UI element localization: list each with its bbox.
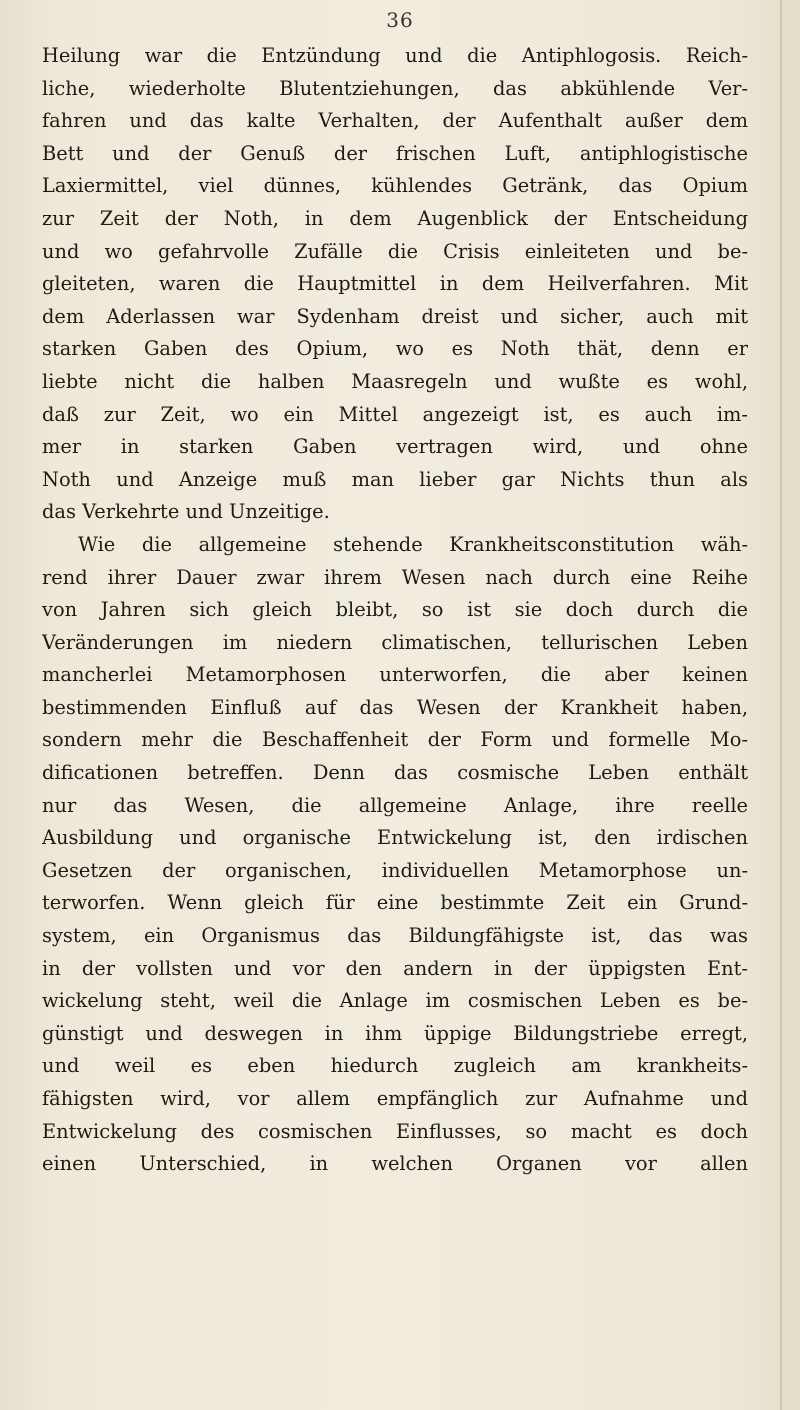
text-line: und weil es eben hiedurch zugleich am krankheits- xyxy=(42,1054,748,1078)
text-line: liche, wiederholte Blutentziehungen, das abkühlende Ver- xyxy=(42,76,748,100)
text-line: Bett und der Genuß der frischen Luft, antiphlogistische xyxy=(42,141,748,165)
text-line: in der vollsten und vor den andern in der üppigsten Ent- xyxy=(42,956,748,980)
text-line: fahren und das kalte Verhalten, der Aufenthalt außer dem xyxy=(42,109,748,133)
page-edge-shadow xyxy=(780,0,782,1410)
paragraph-2 xyxy=(42,529,748,1181)
text-line: bestimmenden Einfluß auf das Wesen der Krankheit haben, xyxy=(42,695,748,719)
text-line: Laxiermittel, viel dünnes, kühlendes Getränk, das Opium xyxy=(42,174,748,198)
text-line: dificationen betreffen. Denn das cosmische Leben enthält xyxy=(42,761,748,785)
body-text xyxy=(42,40,748,1181)
text-line: terworfen. Wenn gleich für eine bestimmte Zeit ein Grund- xyxy=(42,891,748,915)
text-line: das Verkehrte und Unzeitige. xyxy=(42,500,330,524)
text-line: rend ihrer Dauer zwar ihrem Wesen nach durch eine Reihe xyxy=(42,565,748,589)
text-line: Entwickelung des cosmischen Einflusses, so macht es doch xyxy=(42,1119,748,1143)
text-line: gleiteten, waren die Hauptmittel in dem Heilverfahren. Mit xyxy=(42,272,748,296)
text-line: von Jahren sich gleich bleibt, so ist sie doch durch die xyxy=(42,598,748,622)
text-line: Heilung war die Entzündung und die Antiphlogosis. Reich- xyxy=(42,44,748,67)
text-line: Wie die allgemeine stehende Krankheitsconstitution wäh- xyxy=(78,532,748,556)
paragraph-1 xyxy=(42,40,748,529)
text-line: daß zur Zeit, wo ein Mittel angezeigt ist, es auch im- xyxy=(42,402,748,426)
text-line: starken Gaben des Opium, wo es Noth thät, denn er xyxy=(42,337,748,361)
text-line: Noth und Anzeige muß man lieber gar Nichts thun als xyxy=(42,467,748,491)
text-line: einen Unterschied, in welchen Organen vor allen xyxy=(42,1152,748,1176)
text-line: Gesetzen der organischen, individuellen Metamorphose un- xyxy=(42,858,748,882)
text-line: fähigsten wird, vor allem empfänglich zur Aufnahme und xyxy=(42,1087,748,1110)
text-line: und wo gefahrvolle Zufälle die Crisis einleiteten und be- xyxy=(42,239,748,263)
text-line: mancherlei Metamorphosen unterworfen, die aber keinen xyxy=(42,663,748,687)
text-line: dem Aderlassen war Sydenham dreist und sicher, auch mit xyxy=(42,304,748,328)
text-line: Veränderungen im niedern climatischen, tellurischen Leben xyxy=(42,630,748,654)
page-number: 36 xyxy=(386,8,414,32)
text-line: mer in starken Gaben vertragen wird, und ohne xyxy=(42,435,748,459)
text-line: zur Zeit der Noth, in dem Augenblick der Entscheidung xyxy=(42,206,748,230)
text-line: wickelung steht, weil die Anlage im cosmischen Leben es be- xyxy=(42,989,748,1013)
text-line: liebte nicht die halben Maasregeln und wußte es wohl, xyxy=(42,369,748,393)
text-line: sondern mehr die Beschaffenheit der Form und formelle Mo- xyxy=(42,728,748,752)
text-line: nur das Wesen, die allgemeine Anlage, ihre reelle xyxy=(42,793,748,817)
text-line: günstigt und deswegen in ihm üppige Bildungstriebe erregt, xyxy=(42,1021,748,1045)
text-line: Ausbildung und organische Entwickelung ist, den irdischen xyxy=(42,826,748,850)
text-line: system, ein Organismus das Bildungfähigste ist, das was xyxy=(42,924,748,948)
